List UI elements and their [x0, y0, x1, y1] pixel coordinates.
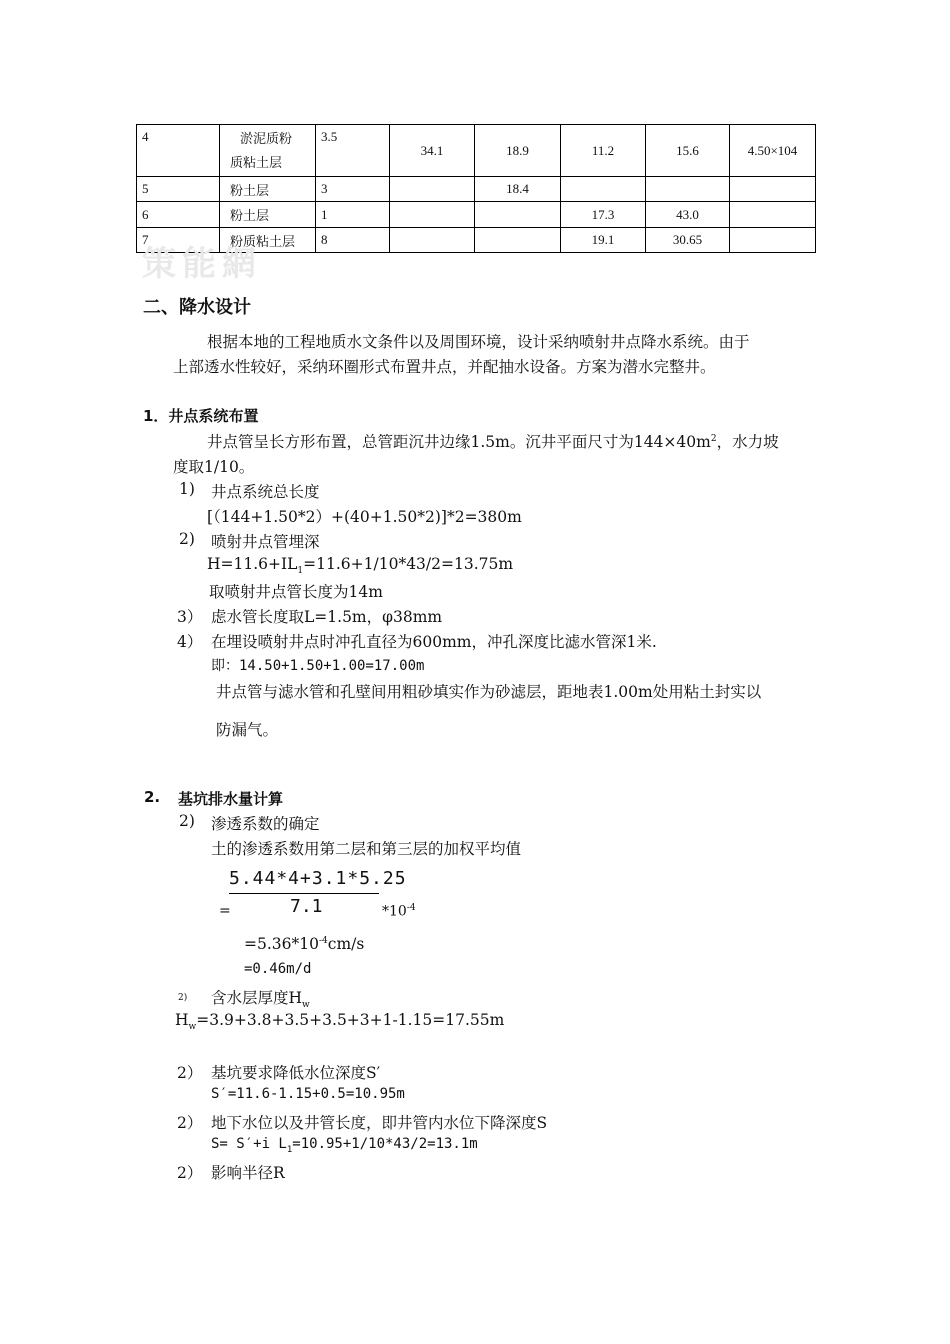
- calc: 即：14.50+1.50+1.00=17.00m: [211, 658, 425, 674]
- list-number: 3）: [177, 608, 203, 626]
- cell-no: 5: [137, 177, 220, 202]
- subscript: 1: [297, 566, 304, 577]
- superscript: -4: [406, 903, 416, 913]
- subscript: w: [188, 1022, 197, 1033]
- table-row: [137, 177, 816, 202]
- cell-no: 4: [137, 125, 220, 177]
- list-label: 井点系统总长度: [211, 483, 320, 501]
- description: 土的渗透系数用第二层和第三层的加权平均值: [211, 840, 522, 858]
- cell-value: 43.0: [646, 202, 730, 228]
- cell-value: [390, 202, 475, 228]
- text: =5.36*10: [244, 935, 319, 953]
- formula: [211, 1136, 478, 1155]
- text: =11.6+1/10*43/2=13.75m: [303, 555, 514, 573]
- text: cm/s: [327, 935, 365, 953]
- superscript: -4: [318, 935, 328, 946]
- list-label: 影响半径R: [211, 1164, 285, 1182]
- cell-value: 11.2: [561, 125, 646, 177]
- formula: [（144+1.50*2）+(40+1.50*2)]*2=380m: [207, 508, 522, 526]
- text: *10: [382, 903, 407, 920]
- list-number: 1): [179, 480, 195, 498]
- formula: [207, 555, 513, 576]
- text: =10.95+1/10*43/2=13.1m: [292, 1136, 478, 1152]
- cell-thickness: 8: [316, 228, 390, 253]
- cell-no: 6: [137, 202, 220, 228]
- part1-heading: 1．井点系统布置: [143, 407, 259, 425]
- cell-name: 粉土层: [220, 177, 316, 202]
- cell-value: 18.4: [475, 177, 561, 202]
- cell-name-line2: 质粘土层: [230, 154, 283, 170]
- text: 井点管呈长方形布置，总管距沉井边缘1.5m。沉井平面尺寸为144×40m: [207, 433, 711, 451]
- list-label: [211, 986, 310, 1010]
- fraction-denominator: 7.1: [290, 896, 323, 917]
- list-text: 虑水管长度取L=1.5m，φ38mm: [211, 608, 443, 626]
- formula: S′=11.6-1.15+0.5=10.95m: [211, 1086, 405, 1102]
- formula: [175, 1011, 504, 1032]
- cell-name: 粉土层: [220, 202, 316, 228]
- cell-value: [561, 177, 646, 202]
- list-number: 2): [178, 993, 188, 1003]
- result-1: [244, 935, 364, 953]
- cell-value: 34.1: [390, 125, 475, 177]
- note: 取喷射井点管长度为14m: [209, 583, 383, 601]
- superscript: 2: [710, 433, 717, 444]
- text: H: [175, 1011, 189, 1029]
- subscript: w: [302, 1000, 310, 1011]
- text: 含水层厚度H: [211, 989, 303, 1007]
- cell-name: 粉质粘土层: [220, 228, 316, 253]
- factor: [382, 903, 416, 920]
- list-text: 在埋设喷射井点时冲孔直径为600mm，冲孔深度比滤水管深1米.: [211, 633, 657, 651]
- cell-thickness: 3: [316, 177, 390, 202]
- cell-value: 19.1: [561, 228, 646, 253]
- cell-value: [475, 202, 561, 228]
- cell-thickness: 1: [316, 202, 390, 228]
- list-number: 2）: [177, 1064, 203, 1082]
- cell-value: 18.9: [475, 125, 561, 177]
- subscript: 1: [286, 1144, 293, 1155]
- list-number: 2）: [177, 1164, 203, 1182]
- list-label: 基坑要求降低水位深度S′: [211, 1064, 381, 1082]
- cell-value: 15.6: [646, 125, 730, 177]
- equals-sign: =: [219, 903, 231, 919]
- result-2: =0.46m/d: [244, 961, 312, 977]
- list-label: 地下水位以及井管长度，即井管内水位下降深度S: [211, 1114, 548, 1132]
- cell-no: 7: [137, 228, 220, 253]
- cell-value: [730, 228, 816, 253]
- note-line-2: 防漏气。: [216, 721, 279, 739]
- part1-paragraph-line-1: [207, 430, 779, 452]
- soil-layer-table: [136, 124, 816, 253]
- text: S= S′+i L: [211, 1136, 287, 1152]
- cell-value: [390, 177, 475, 202]
- list-number: 2): [179, 812, 195, 830]
- intro-line-1: 根据本地的工程地质水文条件以及周围环境，设计采纳喷射井点降水系统。由于: [207, 333, 750, 351]
- cell-value: 30.65: [646, 228, 730, 253]
- cell-thickness: 3.5: [316, 125, 390, 177]
- table-row: [137, 125, 816, 177]
- part2-heading: 基坑排水量计算: [178, 790, 284, 808]
- text: =3.9+3.8+3.5+3.5+3+1-1.15=17.55m: [196, 1011, 505, 1029]
- list-number: 2）: [177, 1114, 203, 1132]
- fraction-numerator: 5.44*4+3.1*5.25: [229, 868, 407, 889]
- list-label: 喷射井点管埋深: [211, 533, 320, 551]
- section-heading: 二、降水设计: [143, 297, 251, 318]
- text: ，水力坡: [716, 433, 779, 451]
- part1-paragraph-line-2: 度取1/10。: [173, 458, 255, 476]
- cell-value: [475, 228, 561, 253]
- cell-name: [220, 125, 316, 177]
- intro-line-2: 上部透水性较好，采纳环圈形式布置井点，并配抽水设备。方案为潜水完整井。: [173, 358, 716, 376]
- watermark: 策能網: [142, 244, 262, 284]
- table-row: [137, 202, 816, 228]
- list-label: 渗透系数的确定: [211, 815, 320, 833]
- list-number: 2): [179, 530, 195, 548]
- cell-name-line1: 淤泥质粉: [240, 130, 293, 146]
- part2-heading-number: 2.: [144, 788, 161, 806]
- fraction-bar: [229, 893, 379, 894]
- cell-value: [730, 177, 816, 202]
- text: H=11.6+IL: [207, 555, 298, 573]
- cell-value: [390, 228, 475, 253]
- cell-value: [730, 202, 816, 228]
- cell-value: [646, 177, 730, 202]
- cell-value: 17.3: [561, 202, 646, 228]
- note-line-1: 井点管与滤水管和孔壁间用粗砂填实作为砂滤层，距地表1.00m处用粘土封实以: [216, 683, 762, 701]
- cell-value: 4.50×104: [730, 125, 816, 177]
- list-number: 4）: [177, 633, 203, 651]
